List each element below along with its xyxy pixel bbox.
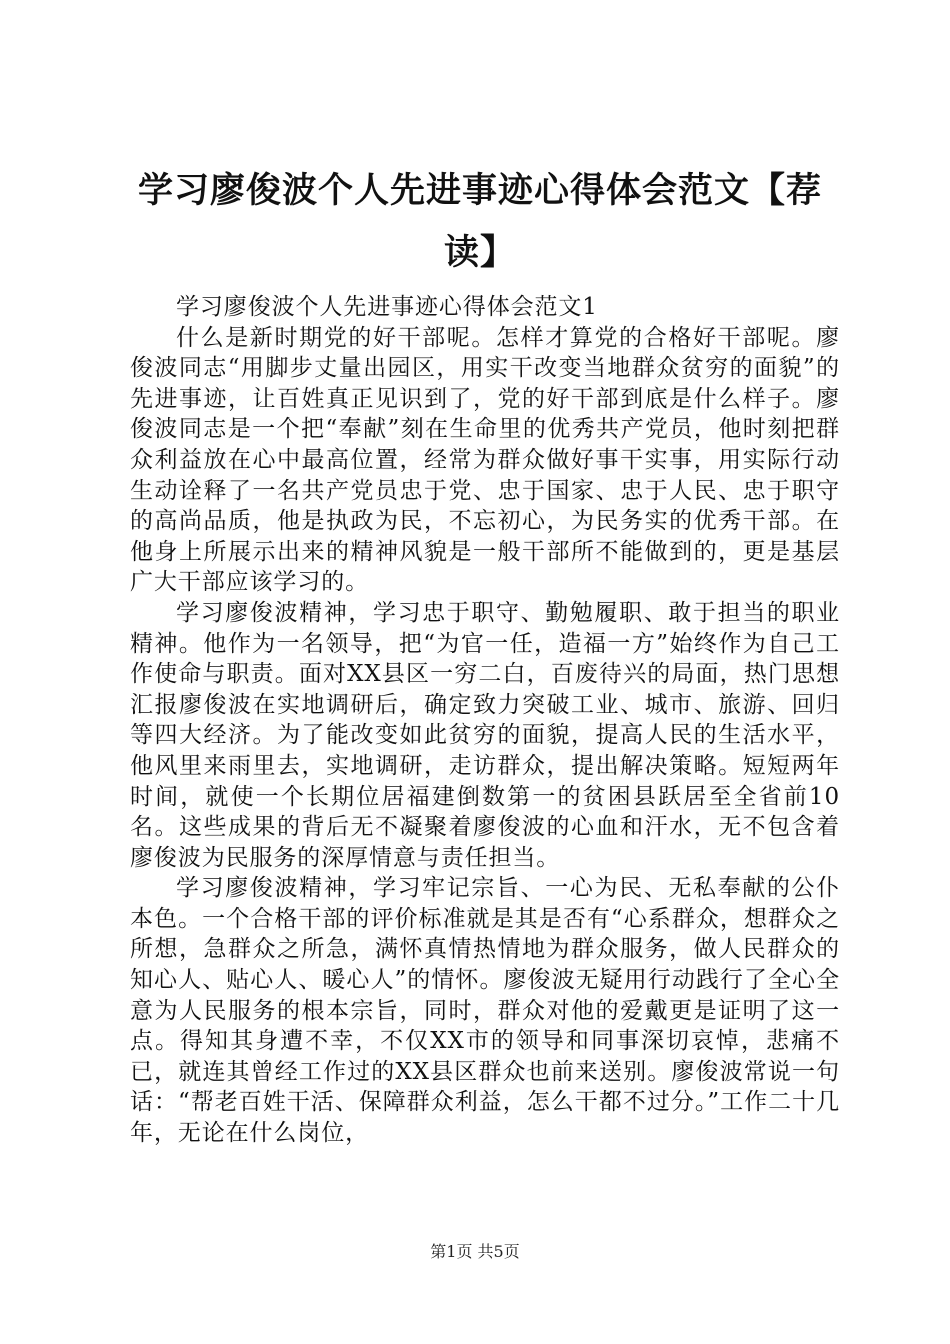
paragraph-heading: 学习廖俊波个人先进事迹心得体会范文1 — [176, 294, 598, 320]
document-body — [130, 292, 840, 1149]
document-title: 学习廖俊波个人先进事迹心得体会范文【荐读】 — [137, 170, 822, 273]
paragraph: 学习廖俊波精神，学习忠于职守、勤勉履职、敢于担当的职业精神。他作为一名领导，把“为官一任，造福一方”始终作为自己工作使命与职责。面对XX县区一穷二白，百废待兴的局面，热门思想汇报廖俊波在实地调研后，确定致力突破工业、城市、旅游、回归等四大经济。为了能改变如此贫穷的面貌，提高人民的生活水平，他风里来雨里去，实地调研，走访群众，提出解决策略。短短两年时间，就使一个长期位居福建倒数第一的贫困县跃居至全省前10名。这些成果的背后无不凝聚着廖俊波的心血和汗水，无不包含着廖俊波为民服务的深厚情意与责任担当。 — [130, 599, 840, 871]
page-number-footer: 第1页 共5页 — [430, 1242, 520, 1261]
paragraph: 什么是新时期党的好干部呢。怎样才算党的合格好干部呢。廖俊波同志“用脚步丈量出园区，用实干改变当地群众贫穷的面貌”的先进事迹，让百姓真正见识到了，党的好干部到底是什么样子。廖俊波同志是一个把“奉献”刻在生命里的优秀共产党员，他时刻把群众利益放在心中最高位置，经常为群众做好事干实事，用实际行动生动诠释了一名共产党员忠于党、忠于国家、忠于人民、忠于职守的高尚品质，他是执政为民，不忘初心，为民务实的优秀干部。在他身上所展示出来的精神风貌是一般干部所不能做到的，更是基层广大干部应该学习的。 — [130, 324, 840, 596]
paragraph: 学习廖俊波精神，学习牢记宗旨、一心为民、无私奉献的公仆本色。一个合格干部的评价标准就是其是否有“心系群众，想群众之所想，急群众之所急，满怀真情热情地为群众服务，做人民群众的知心人、贴心人、暖心人”的情怀。廖俊波无疑用行动践行了全心全意为人民服务的根本宗旨，同时，群众对他的爱戴更是证明了这一点。得知其身遭不幸，不仅XX市的领导和同事深切哀悼，悲痛不已，就连其曾经工作过的XX县区群众也前来送别。廖俊波常说一句话：“帮老百姓干活、保障群众利益，怎么干都不过分。”工作二十几年，无论在什么岗位， — [130, 875, 840, 1147]
